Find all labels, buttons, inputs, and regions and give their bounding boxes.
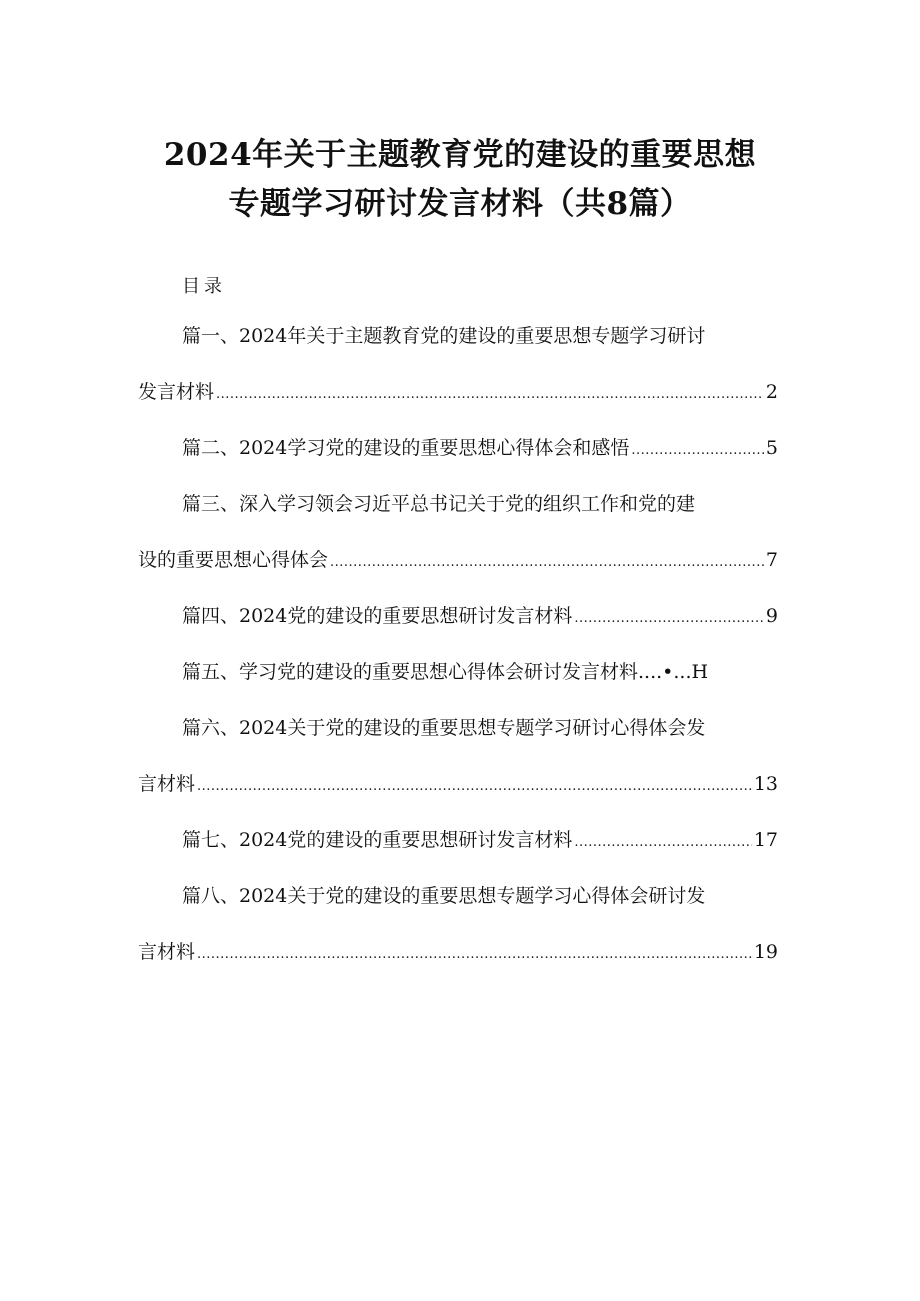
toc-page-number: 13 [753,773,778,795]
dot-leader [197,780,752,793]
toc-page-number: 5 [765,437,778,459]
toc-page-number: 19 [753,941,778,963]
toc-entry-5[interactable]: 篇五、学习党的建设的重要思想心得体会研讨发言材料....•...H [182,661,709,683]
dot-leader [574,612,764,625]
dot-leader [330,556,764,569]
toc-entry-1-line-2[interactable] [138,383,778,402]
dot-leader [216,388,764,401]
toc-entry-8-line-1[interactable]: 篇八、2024关于党的建设的重要思想专题学习心得体会研讨发 [182,885,706,907]
dot-leader [197,948,752,961]
toc-page-number: 9 [765,605,778,627]
toc-entry-1-line-1[interactable]: 篇一、2024年关于主题教育党的建设的重要思想专题学习研讨 [182,325,706,347]
toc-entry-8-line-2[interactable] [138,943,778,962]
toc-entry-4[interactable] [182,607,778,626]
toc-page-number: 2 [765,381,778,403]
toc-entry-text: 设的重要思想心得体会 [138,549,329,571]
dot-leader [574,836,751,849]
toc-entry-6-line-2[interactable] [138,775,778,794]
toc-entry-text: 篇四、2024党的建设的重要思想研讨发言材料 [182,605,573,627]
title-line-1: 2024年关于主题教育党的建设的重要思想 [163,137,757,173]
dot-leader [631,444,764,457]
toc-entry-3-line-2[interactable] [138,551,778,570]
toc-entry-text: 篇二、2024学习党的建设的重要思想心得体会和感悟 [182,437,630,459]
toc-entry-text: 发言材料 [138,381,215,403]
toc-entry-3-line-1[interactable]: 篇三、深入学习领会习近平总书记关于党的组织工作和党的建 [182,493,696,515]
toc-entry-text: 言材料 [138,773,196,795]
title-line-2: 专题学习研讨发言材料（共8篇） [228,186,692,222]
toc-entry-7[interactable] [182,831,778,850]
toc-page-number: 17 [753,829,778,851]
toc-entry-text: 篇七、2024党的建设的重要思想研讨发言材料 [182,829,573,851]
toc-page-number: 7 [765,549,778,571]
toc-entry-2[interactable] [182,439,778,458]
toc-entry-text: 言材料 [138,941,196,963]
toc-entry-6-line-1[interactable]: 篇六、2024关于党的建设的重要思想专题学习研讨心得体会发 [182,717,706,739]
toc-heading: 目录 [182,276,226,297]
